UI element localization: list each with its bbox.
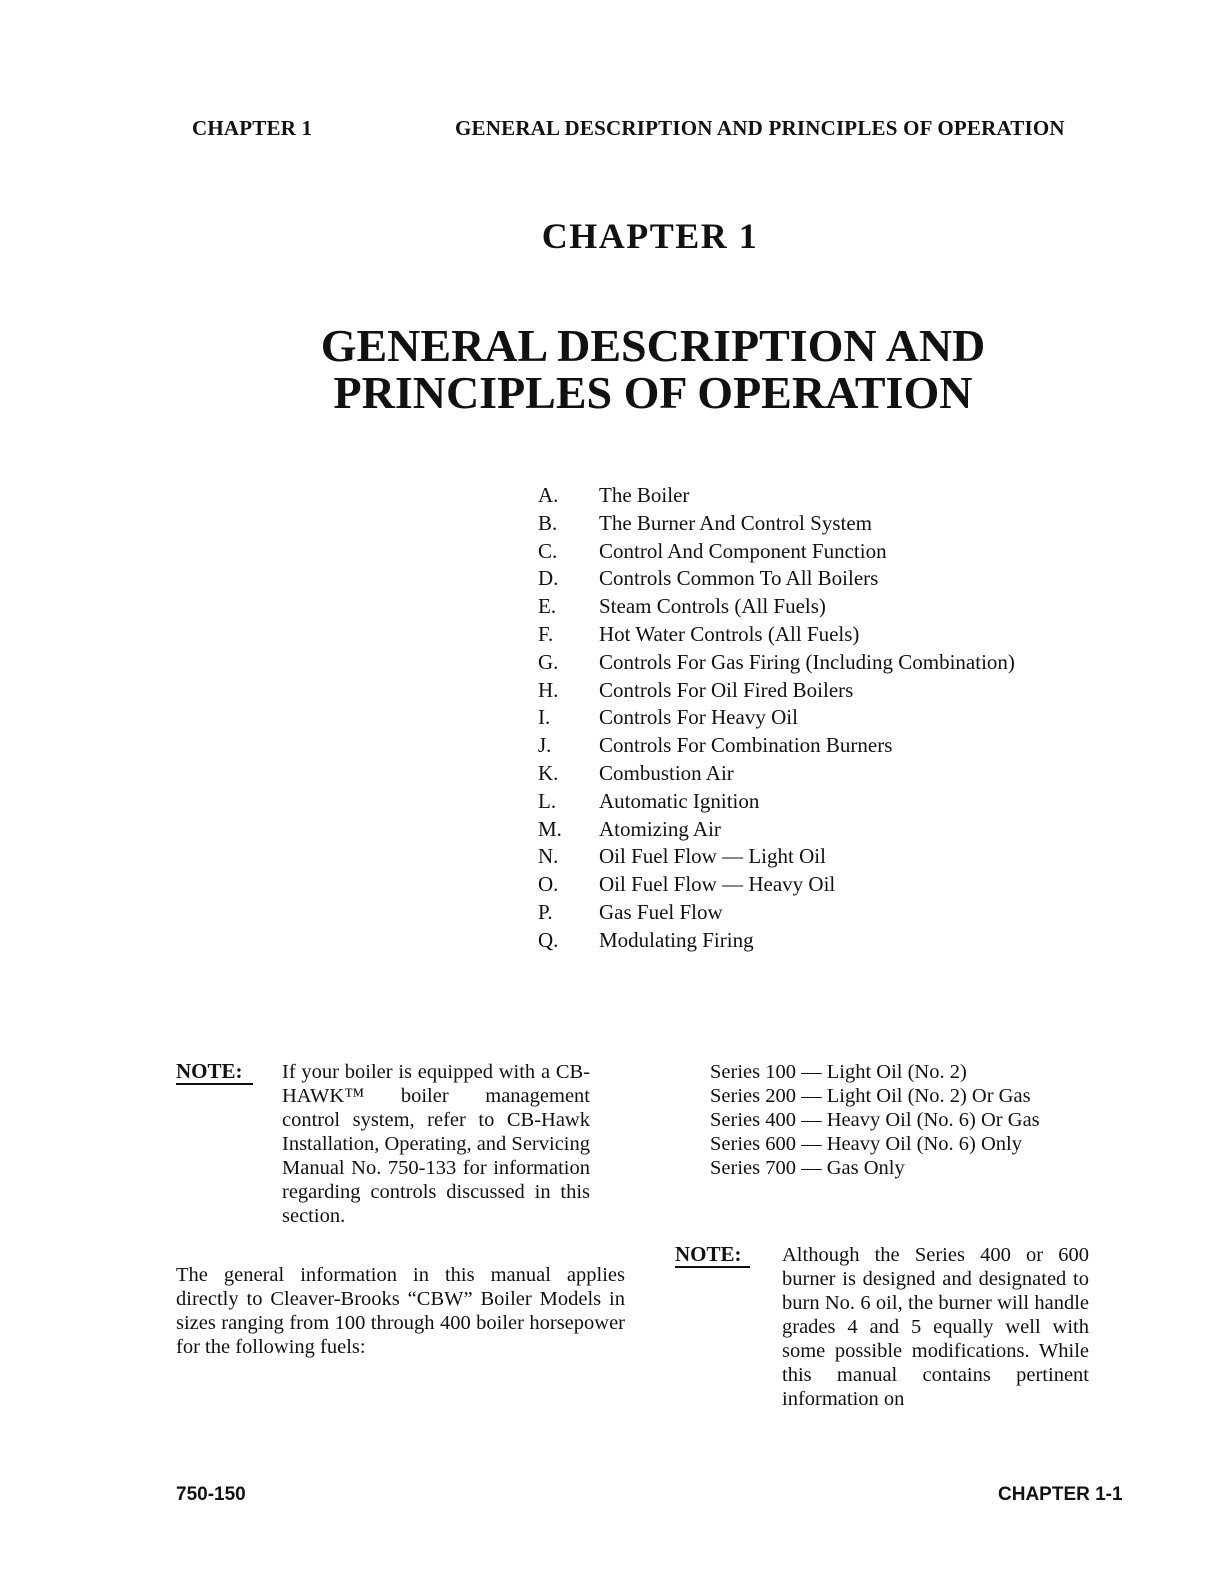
contents-item [538,621,1015,649]
contents-item-letter: E. [538,594,557,619]
intro-paragraph: The general information in this manual applies directly to Cleaver-Brooks “CBW” Boiler Models in sizes ranging from 100 through 400 boiler horsepower for the following fuels: [176,1264,625,1358]
contents-item-letter: J. [538,733,552,758]
heavy-oil-note-text: Although the Series 400 or 600 burner is designed and designated to burn No. 6 oil, the burner will handle grades 4 and 5 equally well with some possible modifications. While this manual contains pertinent information on [782,1244,1089,1410]
note-label: NOTE: [176,1060,253,1085]
contents-item-letter: P. [538,899,553,924]
contents-item-letter: N. [538,844,559,869]
contents-item-letter: F. [538,621,554,646]
contents-item-title: Combustion Air [599,760,734,785]
contents-item-letter: A. [538,483,559,507]
contents-item [538,732,1015,760]
contents-item-letter: M. [538,816,562,841]
contents-item-title: Hot Water Controls (All Fuels) [599,621,860,646]
contents-item-title: Steam Controls (All Fuels) [599,594,826,619]
fuel-series-item: Series 700 — Gas Only [710,1157,905,1179]
fuel-series-list [710,1060,1040,1180]
fuel-series-item: Series 100 — Light Oil (No. 2) [710,1061,967,1083]
contents-item-letter: I. [538,705,551,730]
contents-item-title: Modulating Firing [599,927,754,952]
footer-manual-number: 750-150 [176,1484,246,1505]
chapter-label: CHAPTER 1 [541,216,759,256]
contents-item [538,538,1015,566]
contents-item [538,816,1015,844]
contents-item-title: Gas Fuel Flow [599,899,723,924]
contents-item-title: The Boiler [599,483,690,507]
contents-item-letter: D. [538,566,559,591]
chapter-title-line-2: PRINCIPLES OF OPERATION [333,367,973,418]
contents-item-letter: G. [538,649,559,674]
chapter-title-line-1: GENERAL DESCRIPTION AND [320,320,986,371]
contents-item [538,760,1015,788]
contents-item-title: Controls For Heavy Oil [599,705,798,730]
contents-item-letter: O. [538,872,559,897]
contents-item [538,593,1015,621]
contents-item [538,482,1015,510]
contents-item [538,927,1015,955]
section-contents-list [538,482,1015,955]
contents-item [538,677,1015,705]
contents-item-letter: K. [538,760,559,785]
contents-item [538,788,1015,816]
contents-item-title: Controls For Combination Burners [599,733,893,758]
chapter-title [0,322,1228,416]
fuel-series-item: Series 400 — Heavy Oil (No. 6) Or Gas [710,1109,1040,1131]
contents-item [538,704,1015,732]
note-label: NOTE: [675,1243,750,1268]
contents-item-letter: C. [538,538,558,563]
contents-item-letter: L. [538,788,557,813]
running-header-title: GENERAL DESCRIPTION AND PRINCIPLES OF OPERATION [455,116,1065,140]
contents-item-title: Controls For Gas Firing (Including Combination) [599,649,1015,674]
contents-item-title: The Burner And Control System [599,510,872,535]
footer-page-number: CHAPTER 1-1 [998,1484,1123,1505]
contents-item-title: Oil Fuel Flow — Light Oil [599,844,826,869]
contents-item-letter: Q. [538,927,559,952]
cb-hawk-note-text: If your boiler is equipped with a CB-HAWK™ boiler management control system, refer to CB-Hawk Installation, Operating, and Servicing Manual No. 750-133 for information regarding controls discussed in this section. [282,1061,590,1227]
contents-item [538,565,1015,593]
contents-item-title: Atomizing Air [599,816,721,841]
contents-item [538,871,1015,899]
contents-item-title: Oil Fuel Flow — Heavy Oil [599,872,836,897]
contents-item-letter: B. [538,510,558,535]
contents-item [538,649,1015,677]
fuel-series-item: Series 200 — Light Oil (No. 2) Or Gas [710,1085,1031,1107]
contents-item [538,843,1015,871]
contents-item-letter: H. [538,677,559,702]
running-header-chapter: CHAPTER 1 [192,116,313,140]
contents-item [538,510,1015,538]
contents-item-title: Automatic Ignition [599,788,760,813]
contents-item-title: Control And Component Function [599,538,887,563]
fuel-series-item: Series 600 — Heavy Oil (No. 6) Only [710,1133,1023,1155]
contents-item [538,899,1015,927]
contents-item-title: Controls Common To All Boilers [599,566,879,591]
contents-item-title: Controls For Oil Fired Boilers [599,677,854,702]
